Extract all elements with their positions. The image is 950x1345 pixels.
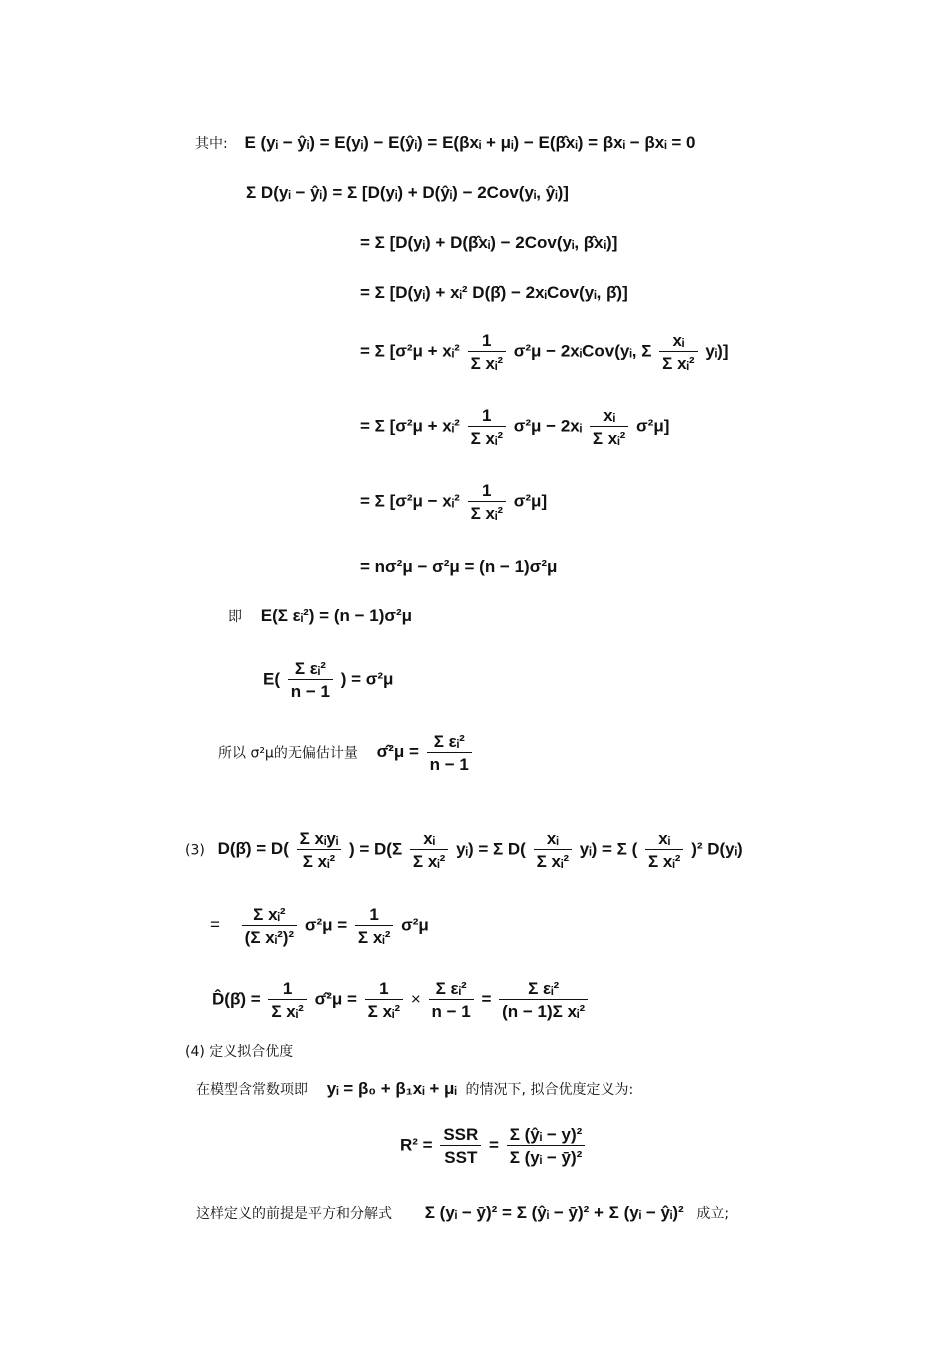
r2-fraction-1: [440, 1126, 481, 1166]
eq7-part-a: = Σ [σ²μ − xᵢ²: [360, 491, 460, 511]
s3l3-part-a: D̂(β̂) =: [212, 989, 261, 1009]
equation-line-6: [360, 407, 669, 447]
equation-expectation-residual: E (yᵢ − ŷᵢ) = E(yᵢ) − E(ŷᵢ) = E(βxᵢ + μᵢ) − E(β̂xᵢ) = βxᵢ − βxᵢ = 0: [244, 133, 696, 152]
r2-fraction-2: [507, 1126, 586, 1166]
eq6-part-a: = Σ [σ²μ + xᵢ²: [360, 416, 460, 436]
eq6-part-b: σ²μ − 2xᵢ: [513, 416, 583, 436]
s3l3-frac1-den: Σ xᵢ²: [271, 1002, 304, 1021]
eq7-fraction: [468, 482, 506, 522]
r2-frac1-den: SST: [444, 1148, 478, 1167]
s3-part-e: )² D(yᵢ): [691, 839, 743, 859]
s3-part-b: ) = D(Σ: [348, 839, 403, 859]
r2-frac2-num: Σ (ŷᵢ − y)²: [507, 1126, 586, 1146]
s3l3-fraction-2: [365, 980, 403, 1020]
s3l3-frac4-num: Σ εᵢ²: [499, 980, 588, 1000]
s3l3-frac2-num: 1: [365, 980, 403, 1000]
s4-model-equation: yᵢ = β₀ + β₁xᵢ + μᵢ: [326, 1079, 457, 1098]
label-ji: 即: [228, 609, 242, 625]
s3l2-part-c: σ²μ: [401, 915, 429, 935]
s3-frac4-den: Σ xᵢ²: [648, 852, 681, 871]
eq10-part-a: E(: [263, 669, 280, 689]
section-3-number: (3): [185, 842, 205, 859]
eq11-frac-den: n − 1: [429, 755, 469, 774]
s3l2-frac1-num: Σ xᵢ²: [242, 906, 297, 926]
s3l3-frac3-num: Σ εᵢ²: [429, 980, 474, 1000]
eq6-frac1-den: Σ xᵢ²: [470, 429, 504, 448]
s3l3-fraction-1: [268, 980, 306, 1020]
r2-part-a: R² =: [400, 1135, 433, 1155]
s3-part-d: yᵢ) = Σ (: [579, 839, 638, 859]
s3l3-part-d: =: [481, 989, 492, 1009]
equation-line-7: [360, 482, 547, 522]
s3l3-frac1-num: 1: [268, 980, 306, 1000]
eq5-frac2-num: xᵢ: [659, 332, 697, 352]
s3l2-frac1-den: (Σ xᵢ²)²: [244, 928, 295, 947]
s3l2-part-a: =: [210, 915, 220, 935]
section-3-line-3: [212, 980, 591, 1020]
eq10-part-b: ) = σ²μ: [340, 669, 394, 689]
s3l3-fraction-4: [499, 980, 588, 1020]
s3-fraction-4: [645, 830, 683, 870]
r-squared-definition: [400, 1126, 588, 1166]
eq10-fraction: [288, 660, 333, 700]
eq11-frac-num: Σ εᵢ²: [427, 733, 472, 753]
eq7-frac-den: Σ xᵢ²: [470, 504, 504, 523]
section-4-title: (4) 定义拟合优度: [185, 1044, 294, 1060]
s3-frac4-num: xᵢ: [645, 830, 683, 850]
eq10-frac-num: Σ εᵢ²: [288, 660, 333, 680]
eq5-part-b: σ²μ − 2xᵢCov(yᵢ, Σ: [513, 341, 652, 361]
r2-frac1-num: SSR: [440, 1126, 481, 1146]
last-suffix-text: 成立;: [696, 1206, 730, 1222]
s3-frac1-den: Σ xᵢ²: [302, 852, 336, 871]
s3l2-frac2-den: Σ xᵢ²: [357, 928, 391, 947]
s4-intro-text-2: 的情况下, 拟合优度定义为:: [465, 1082, 634, 1098]
label-qizhong: 其中:: [195, 136, 228, 152]
eq6-frac2-num: xᵢ: [590, 407, 628, 427]
eq5-frac1-num: 1: [468, 332, 506, 352]
equation-line-1: [195, 134, 695, 151]
eq5-part-a: = Σ [σ²μ + xᵢ²: [360, 341, 460, 361]
s3-frac2-num: xᵢ: [410, 830, 448, 850]
eq6-frac1-num: 1: [468, 407, 506, 427]
s3l2-fraction-1: [242, 906, 297, 946]
eq7-part-b: σ²μ]: [513, 491, 548, 511]
eq5-fraction-2: [659, 332, 697, 372]
s3l3-part-c: ×: [410, 989, 421, 1009]
equation-line-11: [218, 733, 475, 773]
r2-part-b: =: [489, 1135, 499, 1155]
s3l2-frac2-num: 1: [355, 906, 393, 926]
eq11-fraction: [427, 733, 472, 773]
section-3-line-2: [210, 906, 429, 946]
s3-frac3-den: Σ xᵢ²: [536, 852, 570, 871]
eq5-frac2-den: Σ xᵢ²: [662, 354, 695, 373]
section-4-intro: [196, 1080, 633, 1097]
section-3-line-1: [185, 830, 743, 870]
eq10-frac-den: n − 1: [290, 682, 330, 701]
s3l3-part-b: σ̂²μ =: [314, 989, 357, 1009]
eq11-part-a: σ̂²μ =: [376, 742, 419, 762]
equation-line-10: [263, 660, 393, 700]
s4-intro-text: 在模型含常数项即: [196, 1082, 308, 1098]
eq6-fraction-2: [590, 407, 628, 447]
r2-frac2-den: Σ (yᵢ − ȳ)²: [509, 1148, 583, 1167]
equation-line-2: Σ D(yᵢ − ŷᵢ) = Σ [D(yᵢ) + D(ŷᵢ) − 2Cov(yᵢ, ŷᵢ)]: [246, 183, 569, 202]
s3l2-part-b: σ²μ =: [304, 915, 348, 935]
last-prefix-text: 这样定义的前提是平方和分解式: [196, 1206, 392, 1222]
s3-fraction-3: [534, 830, 572, 870]
equation-line-4: = Σ [D(yᵢ) + xᵢ² D(β̂) − 2xᵢCov(yᵢ, β̂)]: [360, 283, 628, 302]
eq6-part-c: σ²μ]: [636, 416, 670, 436]
eq6-frac2-den: Σ xᵢ²: [592, 429, 626, 448]
s3-fraction-2: [410, 830, 448, 870]
s3l3-frac3-den: n − 1: [431, 1002, 471, 1021]
eq5-frac1-den: Σ xᵢ²: [470, 354, 504, 373]
sum-of-squares-equation: Σ (yᵢ − ȳ)² = Σ (ŷᵢ − ȳ)² + Σ (yᵢ − ŷᵢ)²: [424, 1203, 684, 1222]
eq9-expression: E(Σ εᵢ²) = (n − 1)σ²μ: [260, 606, 413, 625]
s3-frac1-num: Σ xᵢyᵢ: [297, 830, 342, 850]
equation-line-5: [360, 332, 729, 372]
sum-of-squares-decomposition-line: [196, 1204, 729, 1221]
s3-frac3-num: xᵢ: [534, 830, 572, 850]
s3l3-fraction-3: [429, 980, 474, 1020]
eq7-frac-num: 1: [468, 482, 506, 502]
s3l2-fraction-2: [355, 906, 393, 946]
s3-part-c: yᵢ) = Σ D(: [456, 839, 526, 859]
s3-part-a: D(β̂) = D(: [217, 839, 289, 859]
eq6-fraction-1: [468, 407, 506, 447]
label-unbiased-estimator: 所以 σ²μ的无偏估计量: [218, 745, 358, 762]
s3l3-frac4-den: (n − 1)Σ xᵢ²: [502, 1002, 586, 1021]
s3l3-frac2-den: Σ xᵢ²: [367, 1002, 401, 1021]
s3-frac2-den: Σ xᵢ²: [412, 852, 446, 871]
eq5-part-c: yᵢ)]: [705, 341, 729, 361]
eq5-fraction-1: [468, 332, 506, 372]
s3-fraction-1: [297, 830, 342, 870]
equation-line-8: = nσ²μ − σ²μ = (n − 1)σ²μ: [360, 557, 558, 576]
equation-line-9: [228, 607, 412, 624]
equation-line-3: = Σ [D(yᵢ) + D(β̂xᵢ) − 2Cov(yᵢ, β̂xᵢ)]: [360, 233, 618, 252]
